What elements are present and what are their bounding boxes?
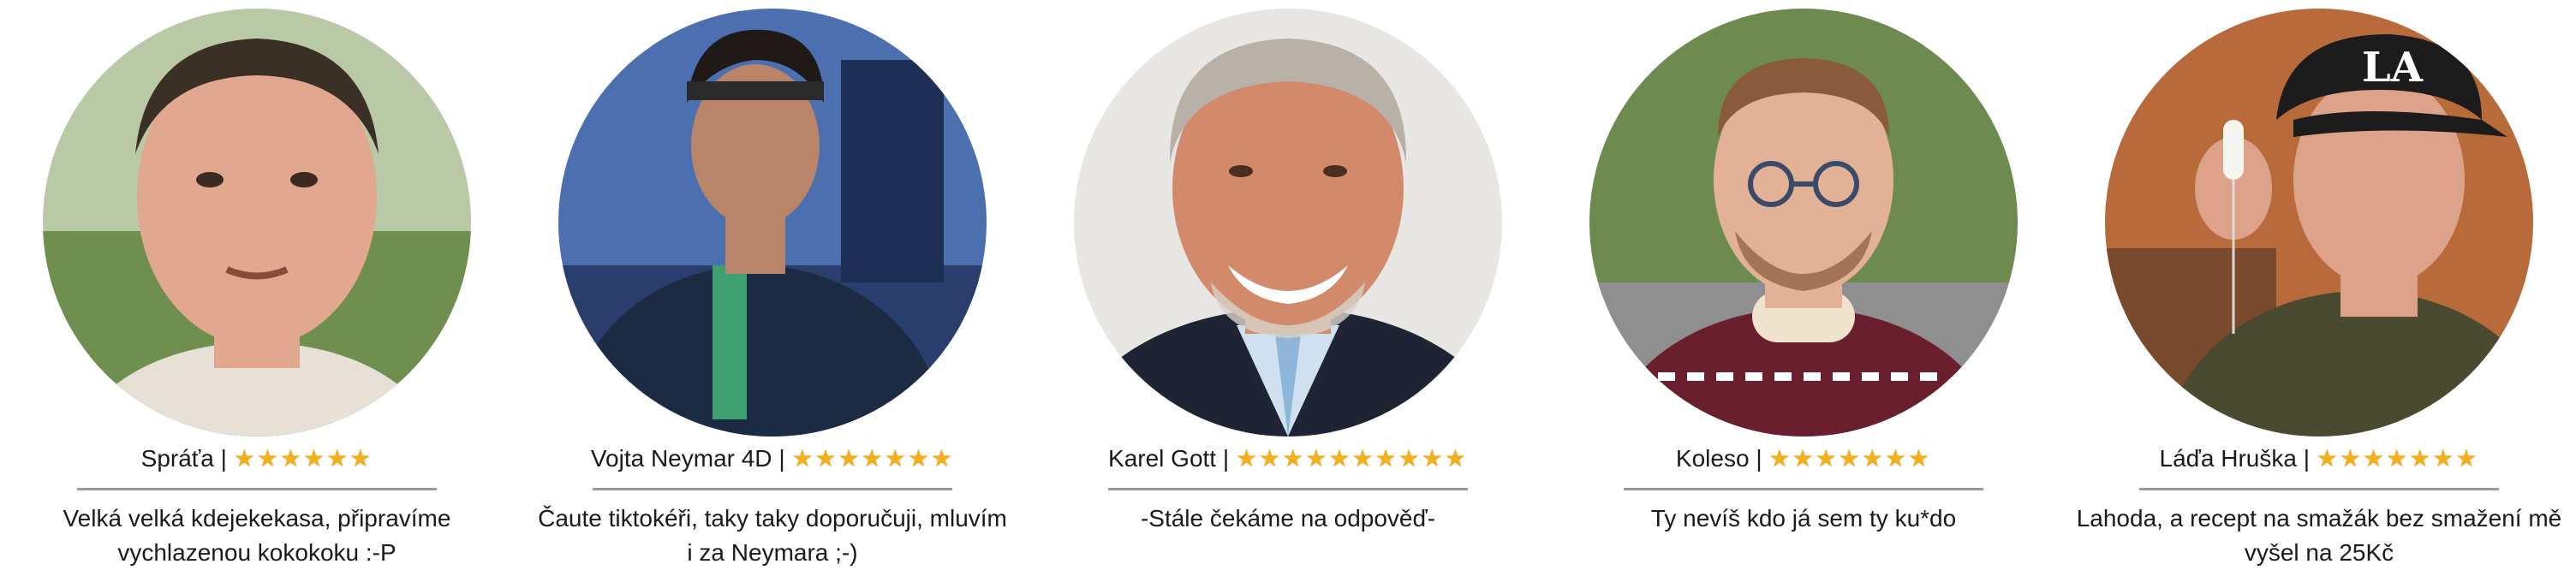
avatar xyxy=(2105,9,2533,436)
name-separator: | xyxy=(2303,445,2310,472)
person-name: Spráťa xyxy=(140,445,214,472)
name-line xyxy=(1031,440,1545,478)
portrait-image xyxy=(2105,9,2533,436)
person-name: Koleso xyxy=(1675,445,1750,472)
name-separator: | xyxy=(778,445,785,472)
star-rating: ★★★★★★★ xyxy=(1768,444,1932,472)
divider xyxy=(2139,488,2499,490)
divider xyxy=(77,488,437,490)
star-rating: ★★★★★★★★★★ xyxy=(1235,444,1468,472)
svg-text:LA: LA xyxy=(2362,44,2423,92)
portrait-image xyxy=(1589,9,2018,436)
avatar xyxy=(43,9,471,436)
testimonial-card-5 xyxy=(2062,0,2576,582)
testimonial-quote: -Stále čekáme na odpověď- xyxy=(1140,505,1436,532)
testimonial-quote: Lahoda, a recept na smažák bez smažení mě vyšel na 25Kč xyxy=(2076,505,2562,566)
testimonial-quote: Ty nevíš kdo já sem ty ku*do xyxy=(1650,505,1957,532)
portrait-image xyxy=(1074,9,1502,436)
avatar xyxy=(1074,9,1502,436)
name-line xyxy=(1547,440,2060,478)
portrait-image xyxy=(43,9,471,436)
testimonial-card-3 xyxy=(1031,0,1545,582)
portrait-image xyxy=(558,9,987,436)
name-line xyxy=(0,440,514,478)
testimonial-card-1 xyxy=(0,0,514,582)
divider xyxy=(1624,488,1983,490)
avatar xyxy=(558,9,987,436)
name-separator: | xyxy=(220,445,227,472)
person-name: Láďa Hruška xyxy=(2159,445,2297,472)
star-rating: ★★★★★★★ xyxy=(2316,444,2479,472)
testimonial-quote: Velká velká kdejekekasa, připravíme vychlazenou kokokoku :-P xyxy=(63,505,451,566)
name-line xyxy=(2062,440,2576,478)
testimonial-quote: Čaute tiktokéři, taky taky doporučuji, mluvím i za Neymara ;-) xyxy=(538,505,1007,566)
testimonial-card-2 xyxy=(516,0,1029,582)
divider xyxy=(593,488,952,490)
name-separator: | xyxy=(1222,445,1230,472)
star-rating: ★★★★★★ xyxy=(233,444,373,472)
name-line xyxy=(516,440,1029,478)
person-name: Vojta Neymar 4D xyxy=(590,445,772,472)
divider xyxy=(1108,488,1468,490)
star-rating: ★★★★★★★ xyxy=(791,444,955,472)
person-name: Karel Gott xyxy=(1108,445,1217,472)
testimonial-card-4 xyxy=(1547,0,2060,582)
name-separator: | xyxy=(1756,445,1762,472)
avatar xyxy=(1589,9,2018,436)
